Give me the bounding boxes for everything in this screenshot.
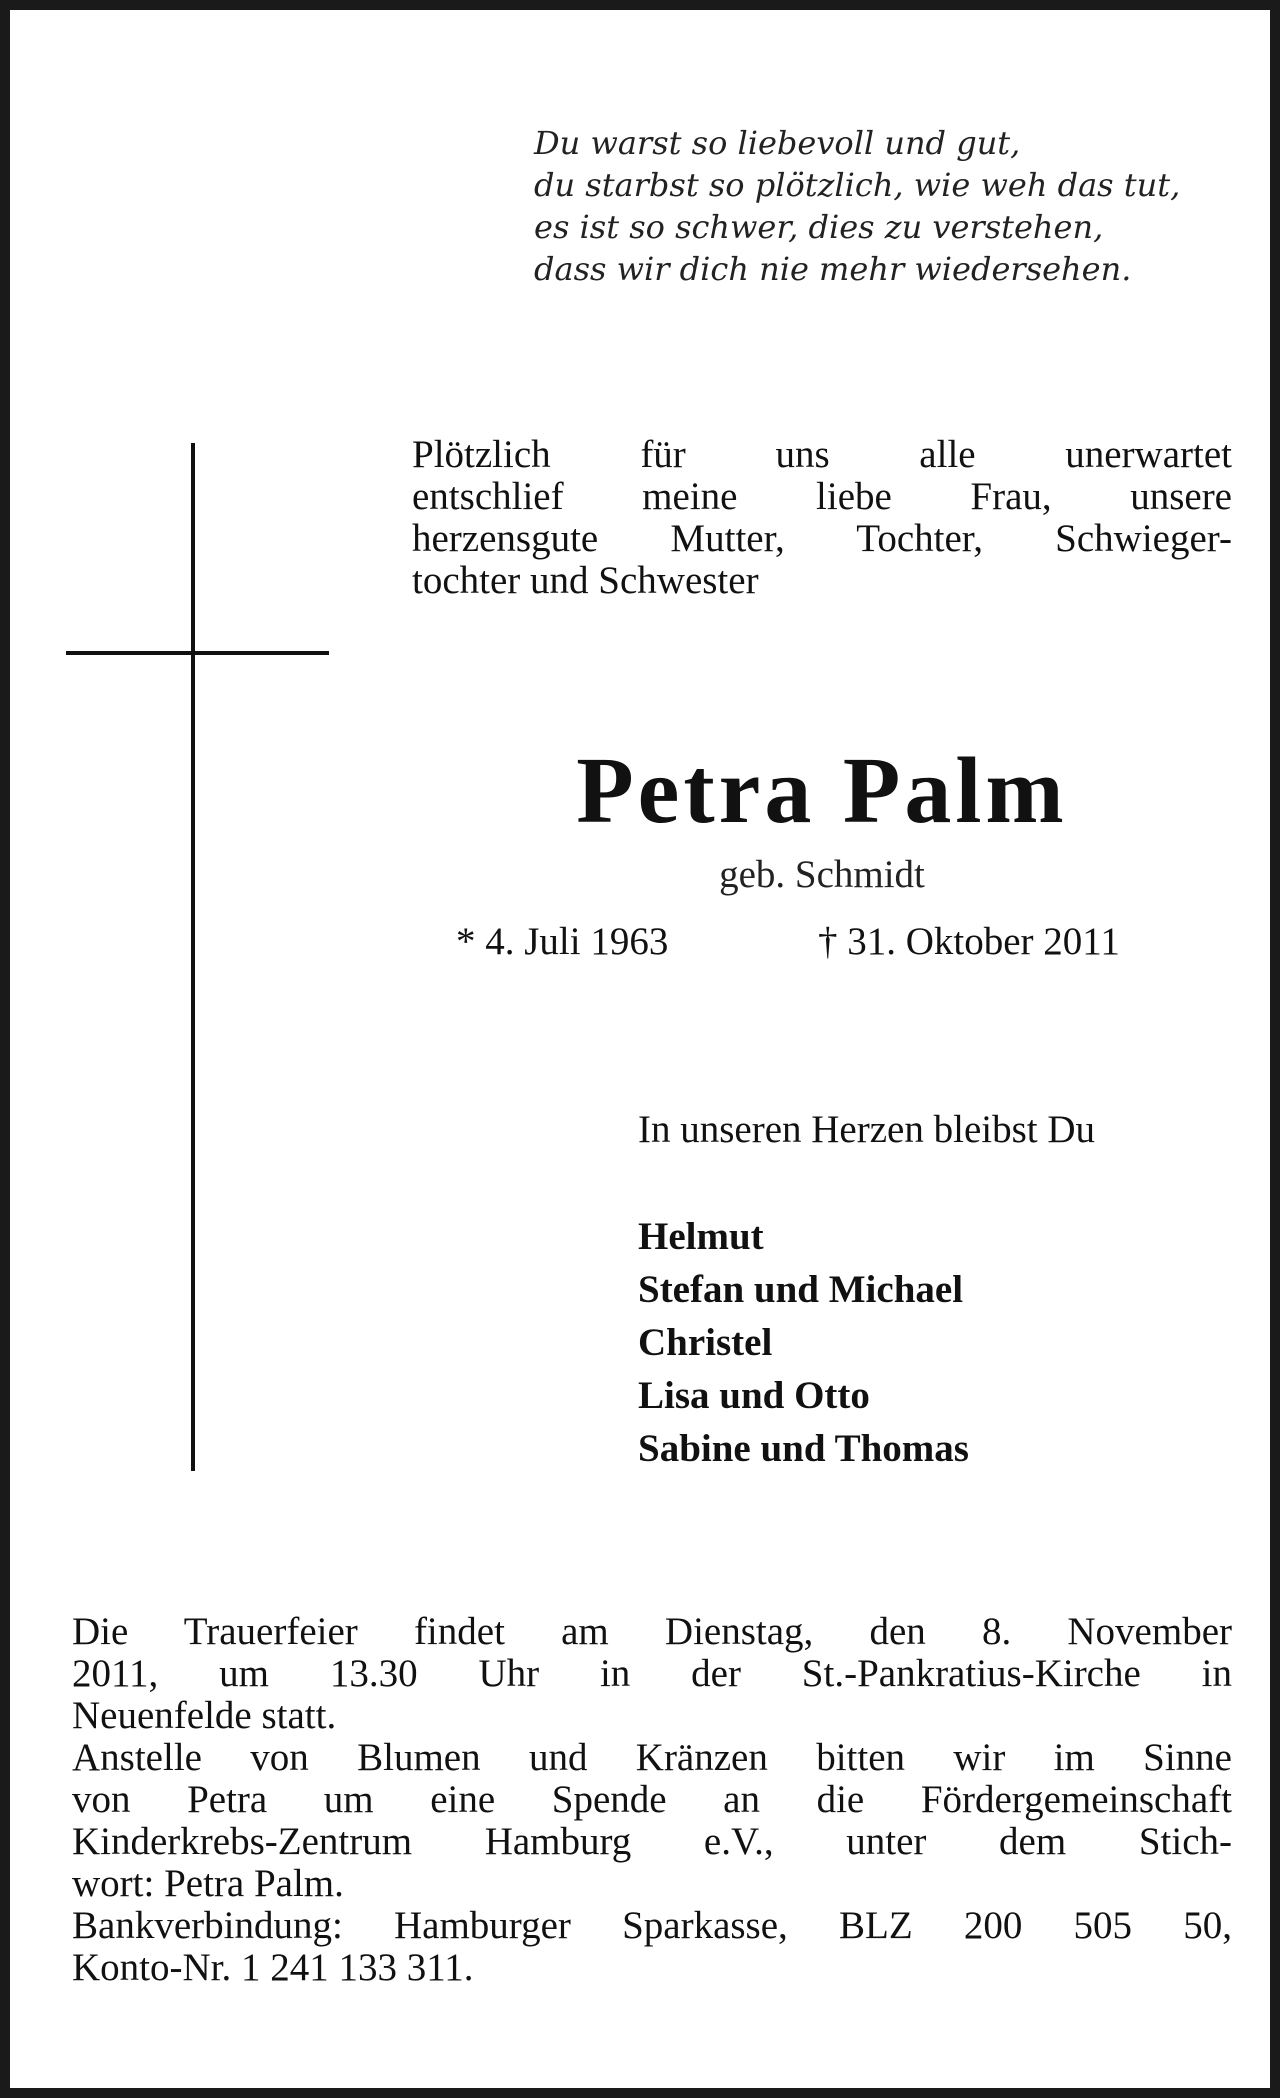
mourner-name: Sabine und Thomas bbox=[638, 1427, 969, 1470]
footer-line: von Petra um eine Spende an die Fördergemeinschaft bbox=[72, 1778, 1232, 1821]
birth-date: * 4. Juli 1963 bbox=[456, 920, 669, 963]
mourners-list bbox=[638, 1210, 969, 1475]
verse-line: dass wir dich nie mehr wiedersehen. bbox=[534, 250, 1132, 288]
footer-line: Die Trauerfeier findet am Dienstag, den 8. November bbox=[72, 1610, 1232, 1653]
cross-icon-crossbar bbox=[66, 651, 329, 655]
footer-line: Anstelle von Blumen und Kränzen bitten wir im Sinne bbox=[72, 1736, 1232, 1779]
cross-icon bbox=[191, 443, 195, 1471]
mourner-name: Stefan und Michael bbox=[638, 1268, 964, 1311]
intro-line: Plötzlich für uns alle unerwartet bbox=[412, 433, 1232, 476]
intro-text bbox=[412, 434, 1232, 602]
maiden-name: geb. Schmidt bbox=[719, 853, 925, 896]
footer-line: wort: Petra Palm. bbox=[72, 1862, 344, 1905]
verse-line: es ist so schwer, dies zu verstehen, bbox=[534, 208, 1104, 246]
intro-line: herzensgute Mutter, Tochter, Schwieger- bbox=[412, 517, 1232, 560]
verse-line: du starbst so plötzlich, wie weh das tut, bbox=[534, 166, 1181, 204]
footer-line: Neuenfelde statt. bbox=[72, 1694, 337, 1737]
footer-line: 2011, um 13.30 Uhr in der St.-Pankratius-Kirche in bbox=[72, 1652, 1232, 1695]
footer-line: Konto-Nr. 1 241 133 311. bbox=[72, 1946, 474, 1989]
mourner-name: Christel bbox=[638, 1321, 773, 1364]
mourner-name: Lisa und Otto bbox=[638, 1374, 870, 1417]
footer-line: Bankverbindung: Hamburger Sparkasse, BLZ 200 505 50, bbox=[72, 1904, 1232, 1947]
footer-line: Kinderkrebs-Zentrum Hamburg e.V., unter dem Stich- bbox=[72, 1820, 1232, 1863]
funeral-information bbox=[72, 1611, 1232, 1989]
deceased-name: Petra Palm bbox=[576, 739, 1068, 843]
verse-line: Du warst so liebevoll und gut, bbox=[534, 124, 1021, 162]
intro-line: entschlief meine liebe Frau, unsere bbox=[412, 475, 1232, 518]
memorial-verse bbox=[534, 122, 1234, 290]
remembrance-line: In unseren Herzen bleibst Du bbox=[638, 1108, 1096, 1151]
intro-line: tochter und Schwester bbox=[412, 559, 759, 602]
death-date: † 31. Oktober 2011 bbox=[818, 920, 1120, 963]
mourner-name: Helmut bbox=[638, 1215, 764, 1258]
